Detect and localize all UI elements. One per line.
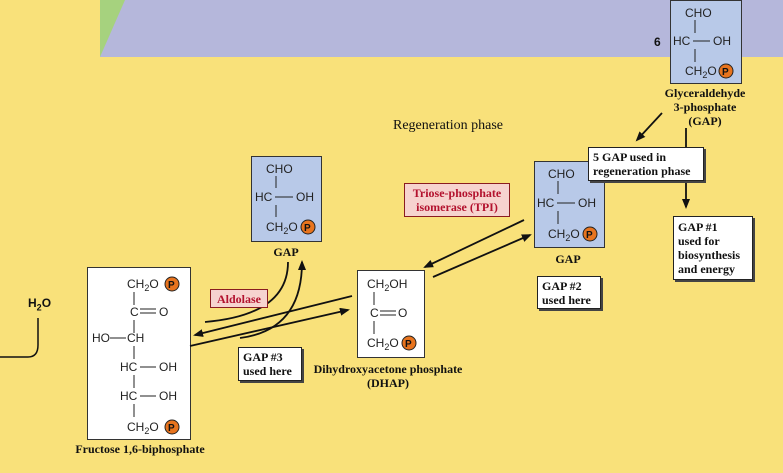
svg-text:CHO: CHO (266, 162, 293, 176)
gap-top-structure (673, 6, 733, 80)
fructose-structure (92, 277, 179, 436)
enzyme-tpi: Triose-phosphate isomerase (TPI) (404, 183, 510, 217)
svg-text:O: O (398, 306, 408, 320)
svg-text:CH2O: $CH_2O$ (127, 420, 159, 436)
svg-text:CHO: CHO (548, 167, 575, 181)
svg-text:OH: OH (578, 196, 596, 210)
svg-text:OH: OH (296, 190, 314, 204)
svg-text:HC: HC (673, 34, 691, 48)
gap-left-label: GAP (273, 245, 299, 259)
svg-text:CH2O: $CH_2O$ (685, 64, 717, 80)
gap-count-label: 6 (654, 35, 661, 49)
svg-text:C: C (130, 305, 139, 319)
svg-text:CH: CH (127, 331, 145, 345)
svg-text:HC: HC (120, 389, 138, 403)
svg-text:CHO: CHO (685, 6, 712, 20)
svg-text:CH2OH: $CH_2OH$ (367, 277, 408, 293)
water-label: $H_2O$ (28, 296, 52, 313)
svg-text:HO: HO (92, 331, 110, 345)
note-gap-used-regen: 5 GAP used in regeneration phase (588, 147, 704, 181)
svg-text:OH: OH (713, 34, 731, 48)
svg-text:OH: OH (159, 389, 177, 403)
svg-text:C: C (370, 306, 379, 320)
svg-text:CH2O: $CH_2O$ (127, 277, 159, 293)
svg-text:P: P (405, 339, 412, 350)
gap-top-name: Glyceraldehyde 3-phosphate (GAP) (664, 86, 746, 128)
svg-text:P: P (168, 423, 175, 434)
svg-text:P: P (168, 280, 175, 291)
gap-mid-label: GAP (555, 252, 581, 266)
svg-text:O: O (159, 305, 169, 319)
note-gap-2: GAP #2 used here (537, 276, 601, 309)
phase-title: Regeneration phase (393, 118, 504, 133)
svg-text:P: P (722, 67, 729, 78)
fructose-name: Fructose 1,6-biphosphate (75, 442, 205, 456)
water-input-line (0, 318, 38, 357)
gap-left-structure (255, 162, 315, 236)
enzyme-aldolase: Aldolase (210, 289, 268, 308)
svg-text:OH: OH (159, 360, 177, 374)
svg-text:HC: HC (120, 360, 138, 374)
svg-text:HC: HC (537, 196, 555, 210)
svg-text:HC: HC (255, 190, 273, 204)
svg-text:P: P (304, 223, 311, 234)
arrow-fructose-to-dhap (190, 310, 348, 346)
note-gap-3: GAP #3 used here (238, 347, 302, 381)
dhap-structure (367, 277, 416, 352)
svg-text:CH2O: $CH_2O$ (266, 220, 298, 236)
dhap-name: Dihydroxyacetone phosphate (DHAP) (313, 362, 463, 390)
svg-text:P: P (586, 230, 593, 241)
svg-text:CH2O: $CH_2O$ (367, 336, 399, 352)
note-gap-1: GAP #1 used for biosynthesis and energy (673, 216, 753, 280)
svg-text:CH2O: $CH_2O$ (548, 227, 580, 243)
